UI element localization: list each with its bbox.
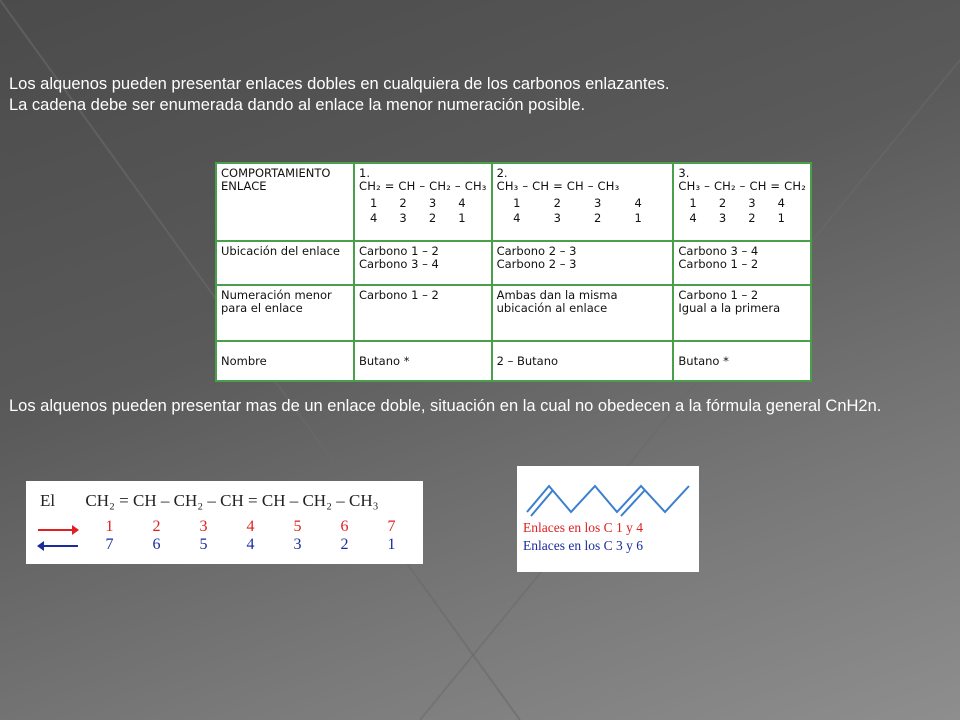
- table-cell: [492, 163, 674, 241]
- chain-formula-line: [40, 491, 379, 511]
- backward-number: 2: [340, 536, 349, 553]
- chain-numbering-image: [26, 481, 423, 564]
- formula: CH₃ – CH = CH – CH₃: [496, 179, 620, 193]
- table-header-cell: Ubicación del enlace: [216, 241, 354, 285]
- intro-line-2: La cadena debe ser enumerada dando al enlace la menor numeración posible.: [9, 96, 586, 114]
- forward-number: 6: [340, 518, 349, 535]
- backward-number: 7: [105, 536, 114, 553]
- backward-number: 6: [152, 536, 161, 553]
- table-cell: Ambas dan la misma ubicación al enlace: [492, 285, 674, 341]
- table-header-cell: COMPORTAMIENTO ENLACE: [216, 163, 354, 241]
- table-cell: Carbono 1 – 2 Igual a la primera: [673, 285, 811, 341]
- comparison-table: [215, 162, 812, 382]
- table-cell: Carbono 1 – 2: [354, 285, 492, 341]
- numbering-top: 1 2 3 4: [689, 196, 785, 210]
- legend-red: Enlaces en los C 1 y 4: [523, 520, 643, 535]
- forward-number: 5: [293, 518, 302, 535]
- numbering-bottom: 4 3 2 1: [370, 211, 466, 225]
- numbering-bottom: 4 3 2 1: [689, 211, 785, 225]
- forward-number: 1: [105, 518, 114, 535]
- legend-blue: Enlaces en los C 3 y 6: [523, 538, 643, 553]
- table-cell: Carbono 1 – 2 Carbono 3 – 4: [354, 241, 492, 285]
- backward-arrow-icon: [36, 539, 80, 553]
- numbering-top: 1 2 3 4: [370, 196, 466, 210]
- case-number: 1.: [359, 166, 370, 180]
- chain-prefix: El: [40, 491, 56, 510]
- intro-line-1: Los alquenos pueden presentar enlaces dobles en cualquiera de los carbonos enlazantes.: [9, 75, 670, 93]
- formula: CH₂ = CH – CH₂ – CH₃: [359, 179, 487, 193]
- table-header-cell: Nombre: [216, 341, 354, 381]
- forward-number: 2: [152, 518, 161, 535]
- backward-number: 3: [293, 536, 302, 553]
- table-cell: [354, 163, 492, 241]
- backward-number: 4: [246, 536, 255, 553]
- table-cell: Butano *: [673, 341, 811, 381]
- backward-number: 5: [199, 536, 208, 553]
- table-cell: [673, 163, 811, 241]
- zigzag-chain-icon: [517, 470, 699, 520]
- case-number: 3.: [678, 166, 690, 180]
- zigzag-structure-image: [517, 466, 699, 572]
- table-cell: Butano *: [354, 341, 492, 381]
- numbering-top: 1 2 3 4: [513, 196, 642, 210]
- forward-numbering: [86, 518, 415, 536]
- table-row: [216, 163, 811, 241]
- intro-paragraph: [9, 74, 939, 116]
- backward-number: 1: [387, 536, 396, 553]
- forward-number: 7: [387, 518, 396, 535]
- numbering-bottom: 4 3 2 1: [513, 211, 642, 225]
- backward-numbering: [86, 536, 415, 554]
- table-row: [216, 241, 811, 285]
- forward-number: 4: [246, 518, 255, 535]
- second-paragraph: Los alquenos pueden presentar mas de un enlace doble, situación en la cual no obedecen a la fórmula general CnH2n.: [9, 397, 882, 415]
- table-cell: Carbono 3 – 4 Carbono 1 – 2: [673, 241, 811, 285]
- forward-arrow-icon: [36, 523, 80, 537]
- case-number: 2.: [496, 166, 508, 180]
- formula: CH₃ – CH₂ – CH = CH₂: [678, 179, 806, 193]
- chain-formula: CH₂ = CH – CH₂ – CH = CH – CH₂ – CH₃: [85, 491, 379, 510]
- table-row: [216, 285, 811, 341]
- forward-number: 3: [199, 518, 208, 535]
- comparison-table-image: [215, 162, 812, 382]
- table-cell: Carbono 2 – 3 Carbono 2 – 3: [492, 241, 674, 285]
- table-row: [216, 341, 811, 381]
- table-header-cell: Numeración menor para el enlace: [216, 285, 354, 341]
- table-cell: 2 – Butano: [492, 341, 674, 381]
